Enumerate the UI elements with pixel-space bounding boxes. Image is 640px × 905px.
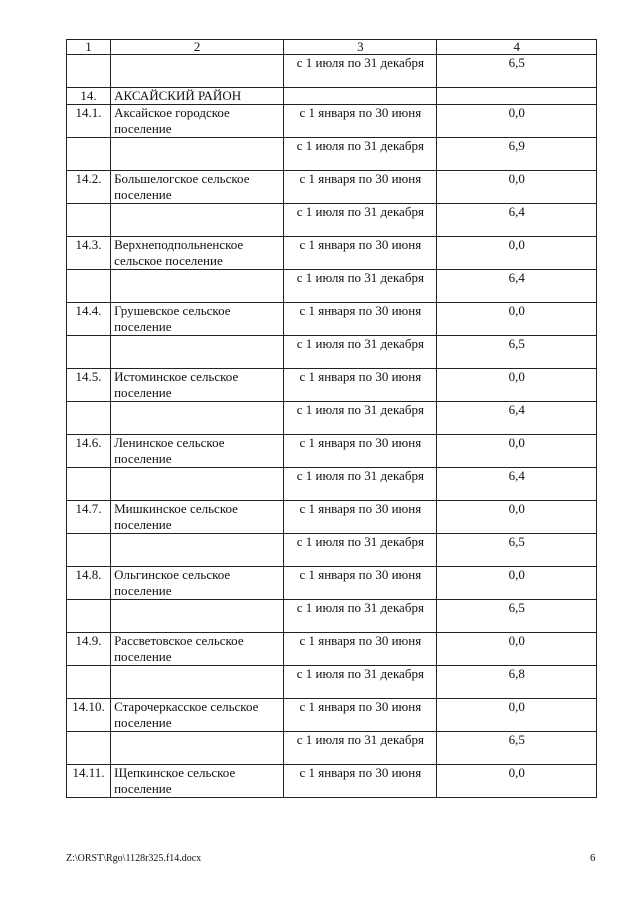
rate-cell: 6,5 xyxy=(437,732,597,765)
rate-cell: 6,5 xyxy=(437,600,597,633)
settlement-name-cell xyxy=(111,138,284,171)
table-row xyxy=(67,534,597,567)
settlement-name-cell: Мишкинское сельское поселение xyxy=(111,501,284,534)
settlement-name-cell xyxy=(111,402,284,435)
period-cell: с 1 января по 30 июня xyxy=(284,435,437,468)
settlement-name-cell xyxy=(111,600,284,633)
period-cell: с 1 января по 30 июня xyxy=(284,237,437,270)
rate-cell: 6,4 xyxy=(437,270,597,303)
settlement-name-cell: АКСАЙСКИЙ РАЙОН xyxy=(111,88,284,105)
period-cell: с 1 января по 30 июня xyxy=(284,567,437,600)
row-number-cell: 14.9. xyxy=(67,633,111,666)
period-cell: с 1 июля по 31 декабря xyxy=(284,138,437,171)
row-number-cell: 14.8. xyxy=(67,567,111,600)
rate-cell: 0,0 xyxy=(437,237,597,270)
row-number-cell xyxy=(67,666,111,699)
table-row xyxy=(67,633,597,666)
table-row xyxy=(67,732,597,765)
page-number: 6 xyxy=(590,852,596,864)
row-number-cell: 14. xyxy=(67,88,111,105)
row-number-cell xyxy=(67,270,111,303)
table-row xyxy=(67,303,597,336)
settlement-name-cell xyxy=(111,204,284,237)
settlement-name-cell: Верхнеподпольненское сельское поселение xyxy=(111,237,284,270)
table-row xyxy=(67,600,597,633)
rate-cell: 6,5 xyxy=(437,534,597,567)
rates-table xyxy=(66,39,597,798)
settlement-name-cell: Рассветовское сельское поселение xyxy=(111,633,284,666)
period-cell: с 1 января по 30 июня xyxy=(284,633,437,666)
rate-cell xyxy=(437,88,597,105)
table-row xyxy=(67,567,597,600)
rate-cell: 0,0 xyxy=(437,303,597,336)
table-row xyxy=(67,138,597,171)
row-number-cell: 14.2. xyxy=(67,171,111,204)
rate-cell: 0,0 xyxy=(437,105,597,138)
table-row xyxy=(67,402,597,435)
table-row xyxy=(67,105,597,138)
period-cell: с 1 января по 30 июня xyxy=(284,369,437,402)
table-row xyxy=(67,55,597,88)
footer-file-path: Z:\ORST\Rgo\1128r325.f14.docx xyxy=(66,853,202,864)
rate-cell: 6,5 xyxy=(437,336,597,369)
settlement-name-cell: Грушевское сельское поселение xyxy=(111,303,284,336)
column-header: 2 xyxy=(111,40,284,55)
column-header: 1 xyxy=(67,40,111,55)
row-number-cell: 14.7. xyxy=(67,501,111,534)
settlement-name-cell xyxy=(111,732,284,765)
rate-cell: 6,5 xyxy=(437,55,597,88)
row-number-cell xyxy=(67,204,111,237)
rate-cell: 6,4 xyxy=(437,204,597,237)
table-row xyxy=(67,435,597,468)
row-number-cell: 14.6. xyxy=(67,435,111,468)
row-number-cell: 14.10. xyxy=(67,699,111,732)
rate-cell: 0,0 xyxy=(437,699,597,732)
settlement-name-cell: Ольгинское сельское поселение xyxy=(111,567,284,600)
table-row xyxy=(67,468,597,501)
period-cell: с 1 июля по 31 декабря xyxy=(284,204,437,237)
row-number-cell: 14.3. xyxy=(67,237,111,270)
table-body xyxy=(67,55,597,798)
settlement-name-cell: Истоминское сельское поселение xyxy=(111,369,284,402)
period-cell: с 1 июля по 31 декабря xyxy=(284,336,437,369)
row-number-cell xyxy=(67,402,111,435)
column-header: 4 xyxy=(437,40,597,55)
table-row xyxy=(67,171,597,204)
column-header: 3 xyxy=(284,40,437,55)
table-row xyxy=(67,501,597,534)
row-number-cell: 14.4. xyxy=(67,303,111,336)
rate-cell: 0,0 xyxy=(437,369,597,402)
settlement-name-cell xyxy=(111,336,284,369)
period-cell: с 1 июля по 31 декабря xyxy=(284,600,437,633)
period-cell: с 1 июля по 31 декабря xyxy=(284,534,437,567)
settlement-name-cell xyxy=(111,534,284,567)
rate-cell: 0,0 xyxy=(437,435,597,468)
period-cell: с 1 января по 30 июня xyxy=(284,699,437,732)
table-row xyxy=(67,237,597,270)
row-number-cell: 14.5. xyxy=(67,369,111,402)
row-number-cell xyxy=(67,138,111,171)
settlement-name-cell xyxy=(111,666,284,699)
rate-cell: 6,9 xyxy=(437,138,597,171)
row-number-cell: 14.11. xyxy=(67,765,111,798)
period-cell: с 1 июля по 31 декабря xyxy=(284,402,437,435)
period-cell: с 1 января по 30 июня xyxy=(284,303,437,336)
period-cell xyxy=(284,88,437,105)
period-cell: с 1 июля по 31 декабря xyxy=(284,270,437,303)
period-cell: с 1 июля по 31 декабря xyxy=(284,468,437,501)
table-row xyxy=(67,765,597,798)
period-cell: с 1 января по 30 июня xyxy=(284,171,437,204)
period-cell: с 1 января по 30 июня xyxy=(284,765,437,798)
rate-cell: 0,0 xyxy=(437,501,597,534)
rate-cell: 0,0 xyxy=(437,171,597,204)
settlement-name-cell xyxy=(111,468,284,501)
settlement-name-cell: Щепкинское сельское поселение xyxy=(111,765,284,798)
period-cell: с 1 июля по 31 декабря xyxy=(284,666,437,699)
period-cell: с 1 января по 30 июня xyxy=(284,501,437,534)
row-number-cell xyxy=(67,534,111,567)
row-number-cell xyxy=(67,732,111,765)
settlement-name-cell xyxy=(111,270,284,303)
row-number-cell xyxy=(67,468,111,501)
period-cell: с 1 января по 30 июня xyxy=(284,105,437,138)
district-row xyxy=(67,88,597,105)
table-header-row xyxy=(67,40,597,55)
settlement-name-cell: Большелогское сельское поселение xyxy=(111,171,284,204)
rate-cell: 6,8 xyxy=(437,666,597,699)
row-number-cell xyxy=(67,55,111,88)
rate-cell: 6,4 xyxy=(437,468,597,501)
table-row xyxy=(67,336,597,369)
settlement-name-cell: Аксайское городское поселение xyxy=(111,105,284,138)
table-row xyxy=(67,270,597,303)
table-row xyxy=(67,369,597,402)
row-number-cell xyxy=(67,336,111,369)
settlement-name-cell xyxy=(111,55,284,88)
row-number-cell: 14.1. xyxy=(67,105,111,138)
rate-cell: 0,0 xyxy=(437,765,597,798)
rate-cell: 6,4 xyxy=(437,402,597,435)
rate-cell: 0,0 xyxy=(437,567,597,600)
rate-cell: 0,0 xyxy=(437,633,597,666)
table-row xyxy=(67,666,597,699)
table-row xyxy=(67,699,597,732)
settlement-name-cell: Ленинское сельское поселение xyxy=(111,435,284,468)
row-number-cell xyxy=(67,600,111,633)
settlement-name-cell: Старочеркасское сельское поселение xyxy=(111,699,284,732)
period-cell: с 1 июля по 31 декабря xyxy=(284,732,437,765)
period-cell: с 1 июля по 31 декабря xyxy=(284,55,437,88)
table-row xyxy=(67,204,597,237)
